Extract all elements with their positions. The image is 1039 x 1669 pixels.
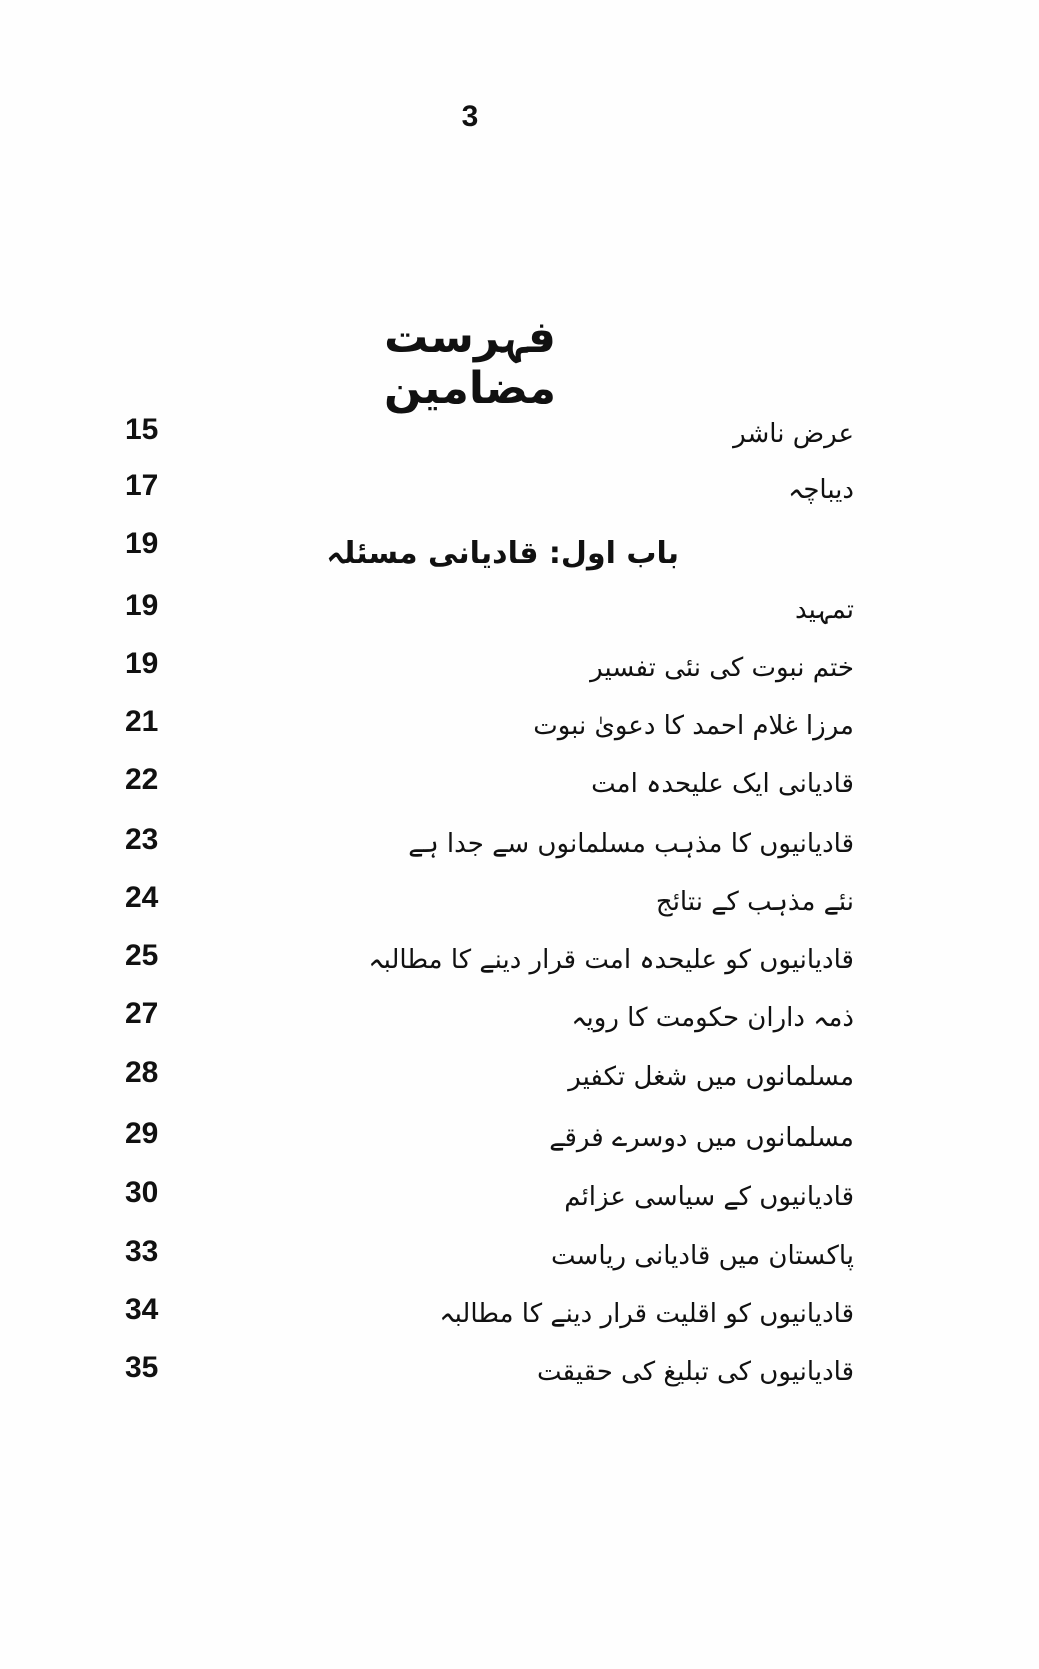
- toc-page-number: 15: [125, 413, 159, 446]
- toc-row: [0, 1175, 1039, 1235]
- toc-entry-title: مسلمانوں میں شغل تکفیر: [568, 1062, 854, 1092]
- toc-page-number: 24: [125, 881, 159, 914]
- toc-page-number: 21: [125, 705, 159, 738]
- toc-entry-title: پاکستان میں قادیانی ریاست: [551, 1241, 854, 1271]
- toc-entry-title: قادیانیوں کو اقلیت قرار دینے کا مطالبہ: [439, 1299, 854, 1329]
- toc-chapter-title: باب اول: قادیانی مسئلہ: [326, 536, 679, 571]
- toc-page-number: 28: [125, 1056, 159, 1089]
- toc-row: [0, 704, 1039, 764]
- toc-page-number: 25: [125, 939, 159, 972]
- toc-page-number: 19: [125, 647, 159, 680]
- toc-row: [0, 1116, 1039, 1176]
- toc-entry-title: نئے مذہب کے نتائج: [655, 887, 854, 917]
- toc-row: [0, 1055, 1039, 1115]
- toc-entry-title: مسلمانوں میں دوسرے فرقے: [549, 1123, 854, 1153]
- toc-row: [0, 1292, 1039, 1352]
- toc-row: [0, 880, 1039, 940]
- toc-page-number: 17: [125, 469, 159, 502]
- toc-page-number: 23: [125, 823, 159, 856]
- toc-entry-title: قادیانیوں کا مذہب مسلمانوں سے جدا ہے: [408, 829, 854, 859]
- toc-page-number: 33: [125, 1235, 159, 1268]
- toc-page-number: 34: [125, 1293, 159, 1326]
- toc-row: [0, 526, 1039, 586]
- toc-entry-title: قادیانی ایک علیحدہ امت: [591, 769, 854, 799]
- toc-row: [0, 412, 1039, 472]
- toc-entry-title: قادیانیوں کے سیاسی عزائم: [564, 1182, 854, 1212]
- toc-row: [0, 646, 1039, 706]
- toc-row: [0, 1234, 1039, 1294]
- toc-row: [0, 588, 1039, 648]
- toc-row: [0, 1350, 1039, 1410]
- toc-page-number: 27: [125, 997, 159, 1030]
- page-number: 3: [461, 100, 479, 133]
- toc-entry-title: عرض ناشر: [733, 419, 854, 449]
- toc-entry-title: دیباچہ: [788, 475, 854, 505]
- toc-row: [0, 468, 1039, 528]
- toc-page-number: 22: [125, 763, 159, 796]
- toc-row: [0, 996, 1039, 1056]
- page-title: فہرست مضامین: [384, 312, 556, 414]
- toc-row: [0, 938, 1039, 998]
- toc-page-number: 19: [125, 589, 159, 622]
- toc-page-number: 19: [125, 527, 159, 560]
- toc-row: [0, 822, 1039, 882]
- toc-page-number: 30: [125, 1176, 159, 1209]
- toc-entry-title: مرزا غلام احمد کا دعویٰ نبوت: [533, 711, 854, 741]
- toc-page-number: 35: [125, 1351, 159, 1384]
- toc-entry-title: ختم نبوت کی نئی تفسیر: [590, 653, 854, 683]
- toc-entry-title: قادیانیوں کی تبلیغ کی حقیقت: [537, 1357, 854, 1387]
- toc-page-number: 29: [125, 1117, 159, 1150]
- toc-row: [0, 762, 1039, 822]
- toc-entry-title: ذمہ داران حکومت کا رویہ: [571, 1003, 854, 1033]
- toc-entry-title: تمہید: [795, 595, 854, 625]
- toc-entry-title: قادیانیوں کو علیحدہ امت قرار دینے کا مطالبہ: [368, 945, 854, 975]
